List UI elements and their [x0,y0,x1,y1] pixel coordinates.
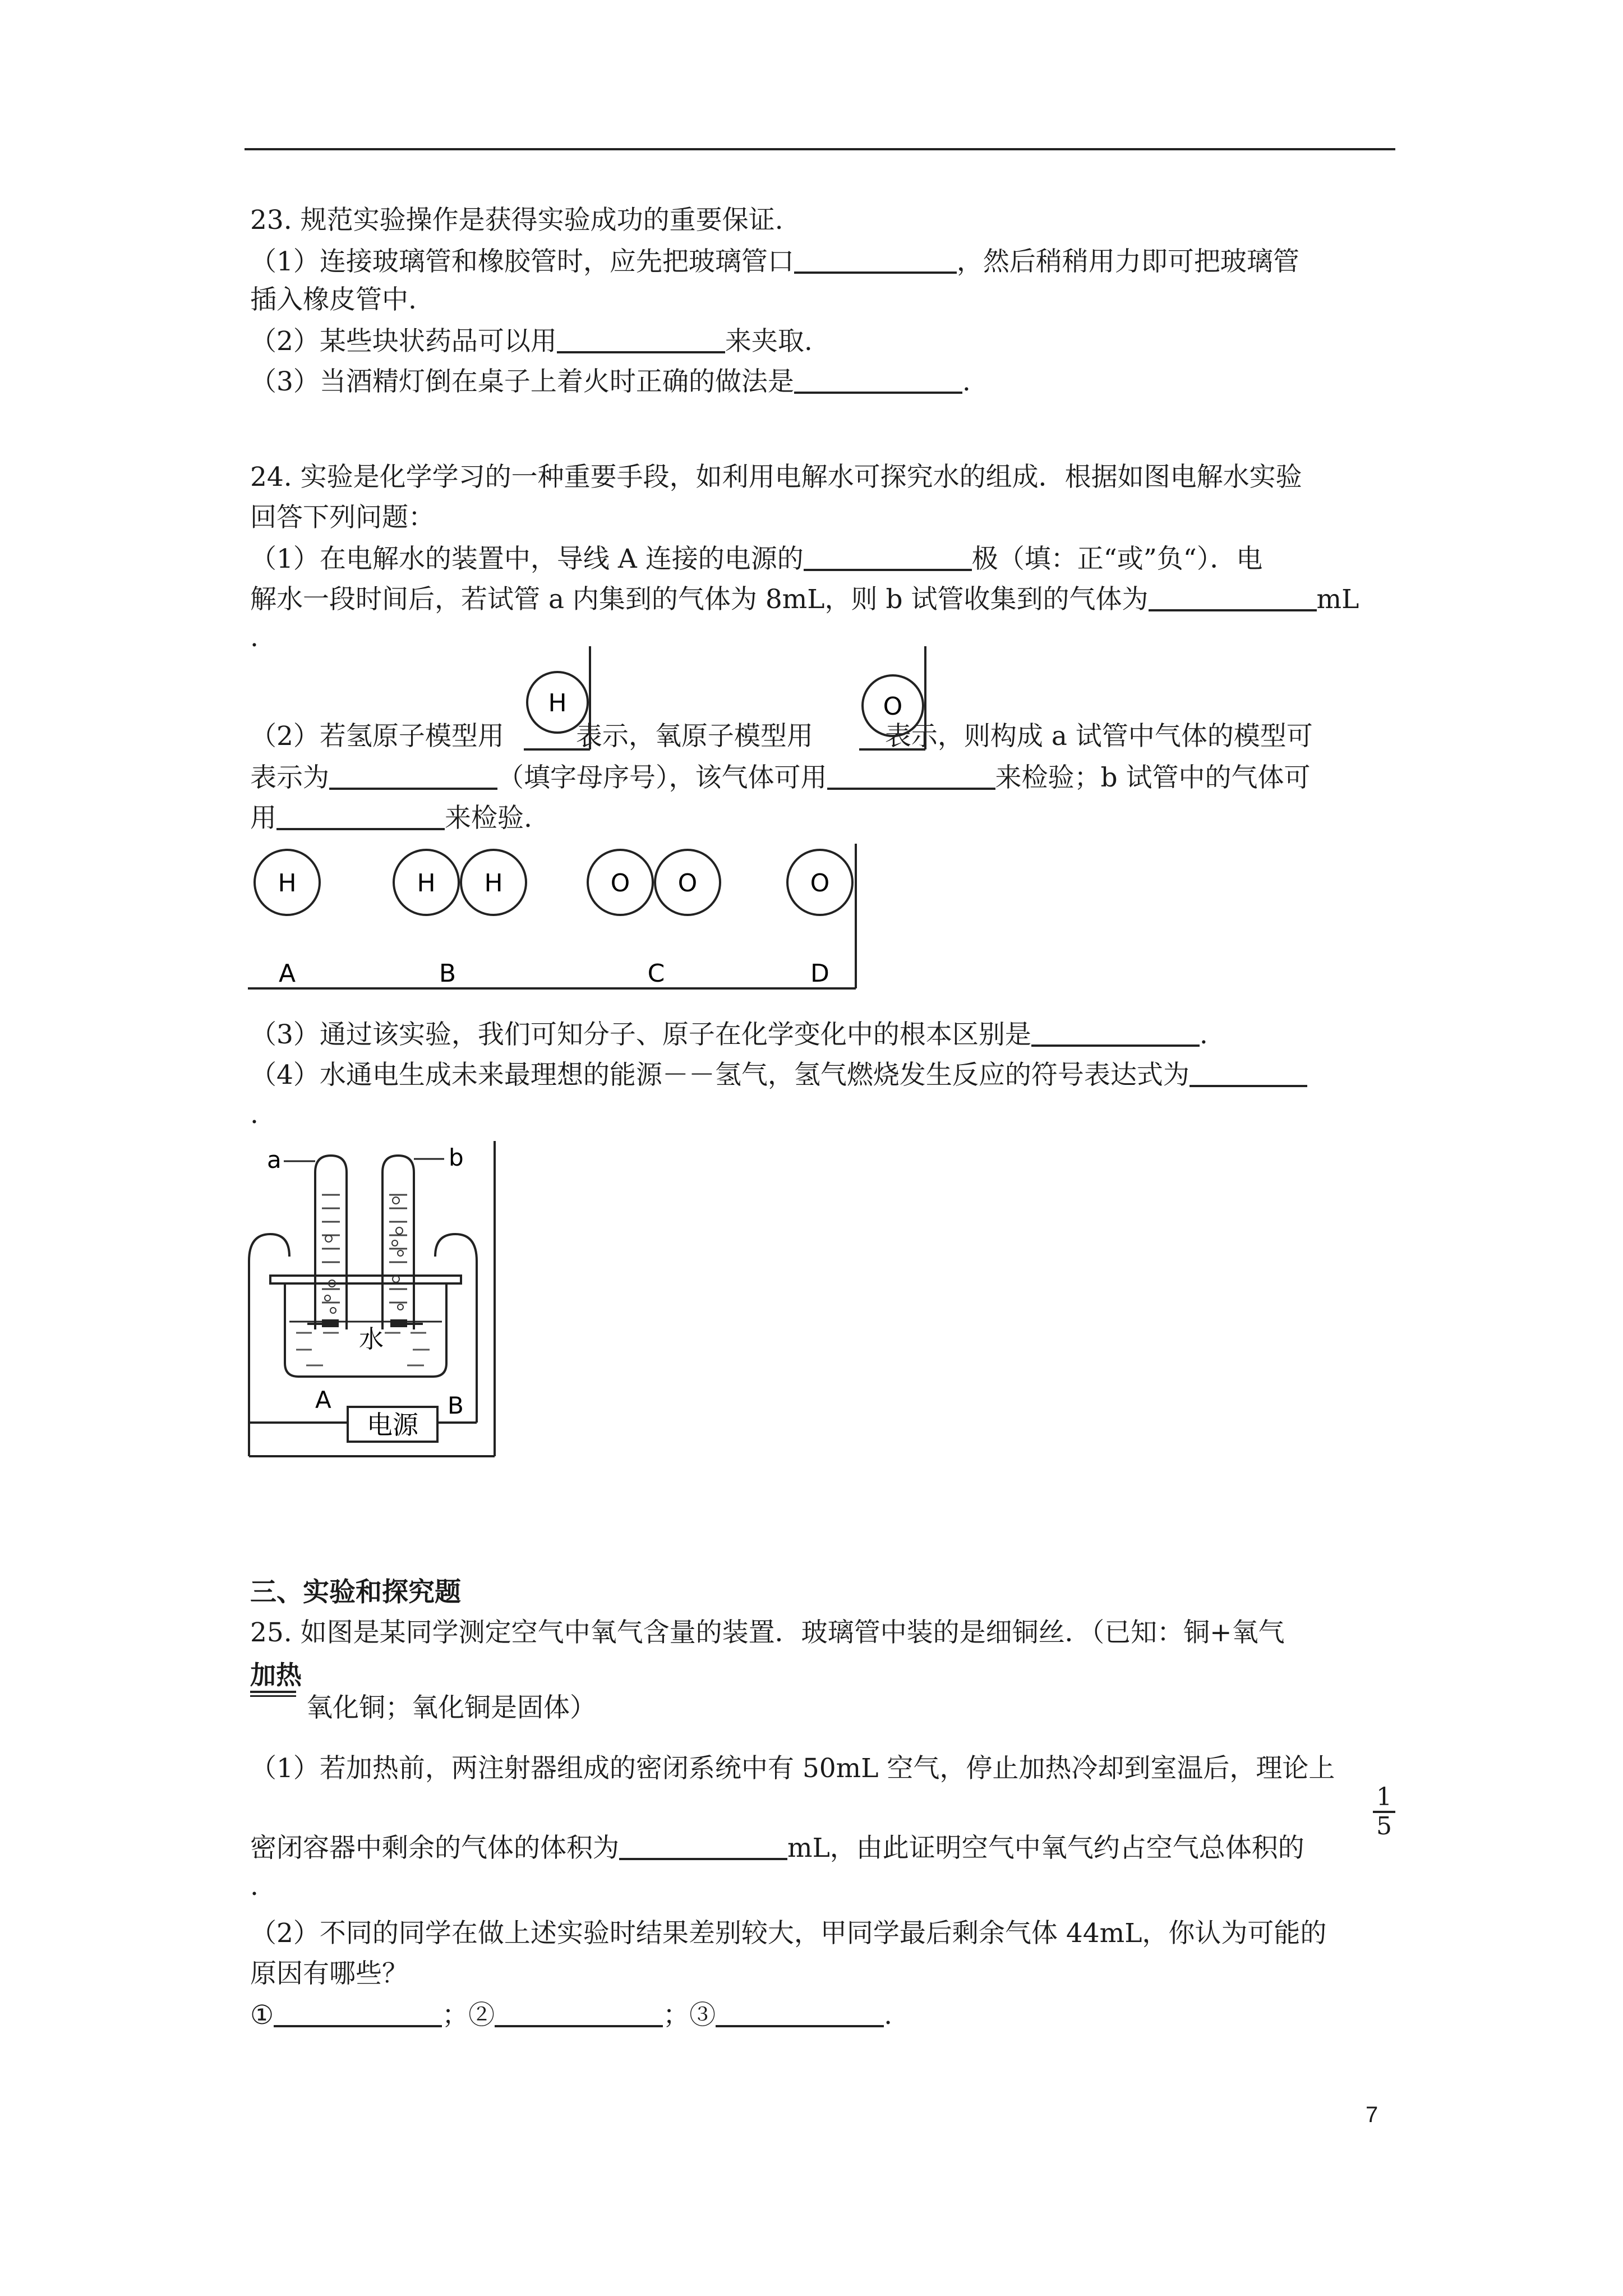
q25-part2: （2）不同的同学在做上述实验时结果差别较大，甲同学最后剩余气体 44mL，你认为可能的 [250,1918,1327,1949]
hydrogen-atom-model-icon [522,644,596,751]
reaction-arrow-line [250,1695,296,1697]
q25-part1-cont: 密闭容器中剩余的气体的体积为 mL，由此证明空气中氧气约占空气总体积的 [250,1829,1304,1867]
answer-blank[interactable] [716,1996,884,2027]
q24-title-cont: 回答下列问题： [250,502,435,533]
q23-title: 23. 规范实验操作是获得实验成功的重要保证. [250,205,783,236]
answer-blank[interactable] [329,758,497,790]
heat-condition-label: 加热 [250,1660,302,1690]
q23-part1-cont: 插入橡皮管中. [250,284,417,315]
answer-blank[interactable] [274,1996,442,2027]
fraction-one-fifth [1373,1784,1395,1840]
atom-h-label: H [417,869,436,898]
answer-blank[interactable] [619,1829,787,1860]
option-a-model [255,850,320,988]
atom-o-label: O [883,692,903,721]
q24-part1-cont: 解水一段时间后，若试管 a 内集到的气体为 8mL，则 b 试管收集到的气体为 mL [250,580,1359,618]
atom-o-label: O [677,869,698,898]
option-b-label: B [439,959,457,988]
wire-b-label: B [448,1392,464,1419]
fraction-numerator: 1 [1376,1783,1392,1811]
header-rule [245,148,1395,150]
option-c-model [588,850,720,988]
molecule-model-options [247,841,864,993]
atom-o-label: O [810,869,830,898]
q24-part4-end: . [250,1099,259,1130]
atom-h-label: H [278,869,297,898]
atom-o-label: O [610,869,630,898]
answer-blank[interactable] [1149,580,1317,611]
answer-blank[interactable] [495,1996,663,2027]
q25-part1-end: . [250,1871,259,1902]
answer-blank[interactable] [557,322,725,353]
option-d-label: D [810,959,829,988]
option-c-label: C [647,959,665,988]
answer-blank[interactable] [794,242,957,274]
fraction-denominator: 5 [1373,1811,1395,1840]
answer-blank[interactable] [827,758,995,790]
answer-blank[interactable] [1031,1015,1200,1047]
q25-causes: ① ；② ；③ . [250,1996,892,2034]
reaction-arrow-line [250,1691,296,1693]
power-supply-label: 电源 [367,1410,418,1440]
atom-h-label: H [484,869,503,898]
answer-blank[interactable] [1189,1056,1307,1087]
answer-blank[interactable] [276,799,445,830]
option-a-label: A [278,959,296,988]
option-b-model [394,850,526,988]
q24-part1-end: . [250,622,259,653]
q25-title-cont: 氧化铜；氧化铜是固体） [306,1692,596,1723]
answer-blank[interactable] [794,362,962,394]
q23-part3: （3）当酒精灯倒在桌子上着火时正确的做法是 . [250,362,971,401]
q25-part1: （1）若加热前，两注射器组成的密闭系统中有 50mL 空气，停止加热冷却到室温后，理论上 [250,1753,1335,1784]
q24-part3: （3）通过该实验，我们可知分子、原子在化学变化中的根本区别是 . [250,1015,1208,1053]
page-number: 7 [1366,2102,1378,2127]
oxygen-atom-model-icon [857,644,931,751]
q23-part1: （1）连接玻璃管和橡胶管时，应先把玻璃管口 ，然后稍稍用力即可把玻璃管 [250,242,1299,280]
tube-b-label: b [449,1144,464,1171]
q24-part2-end: 用 来检验. [250,799,532,837]
electrolysis-apparatus-diagram [245,1139,502,1470]
wire-a-label: A [315,1386,331,1414]
answer-blank[interactable] [804,540,972,571]
q25-part2-cont: 原因有哪些？ [250,1958,408,1989]
section-heading: 三、实验和探究题 [250,1577,461,1608]
q23-part2: （2）某些块状药品可以用 来夹取. [250,322,813,360]
q24-part1: （1）在电解水的装置中，导线 A 连接的电源的 极（填：正“或”负“）．电 [250,540,1262,578]
q25-title: 25. 如图是某同学测定空气中氧气含量的装置．玻璃管中装的是细铜丝．（已知：铜+氧气 [250,1617,1285,1648]
q24-part2: （2）若氢原子模型用 表示，氧原子模型用 表示，则构成 a 试管中气体的模型可 [250,721,1313,752]
q24-part2-cont: 表示为 （填字母序号），该气体可用 来检验；b 试管中的气体可 [250,758,1311,797]
option-d-model [787,850,852,988]
q24-title: 24. 实验是化学学习的一种重要手段，如利用电解水可探究水的组成．根据如图电解水实验 [250,462,1302,493]
water-label: 水 [359,1325,384,1354]
q24-part4: （4）水通电生成未来最理想的能源－－氢气，氢气燃烧发生反应的符号表达式为 [250,1056,1307,1094]
tube-a-label: a [267,1146,282,1174]
atom-h-label: H [548,689,567,717]
